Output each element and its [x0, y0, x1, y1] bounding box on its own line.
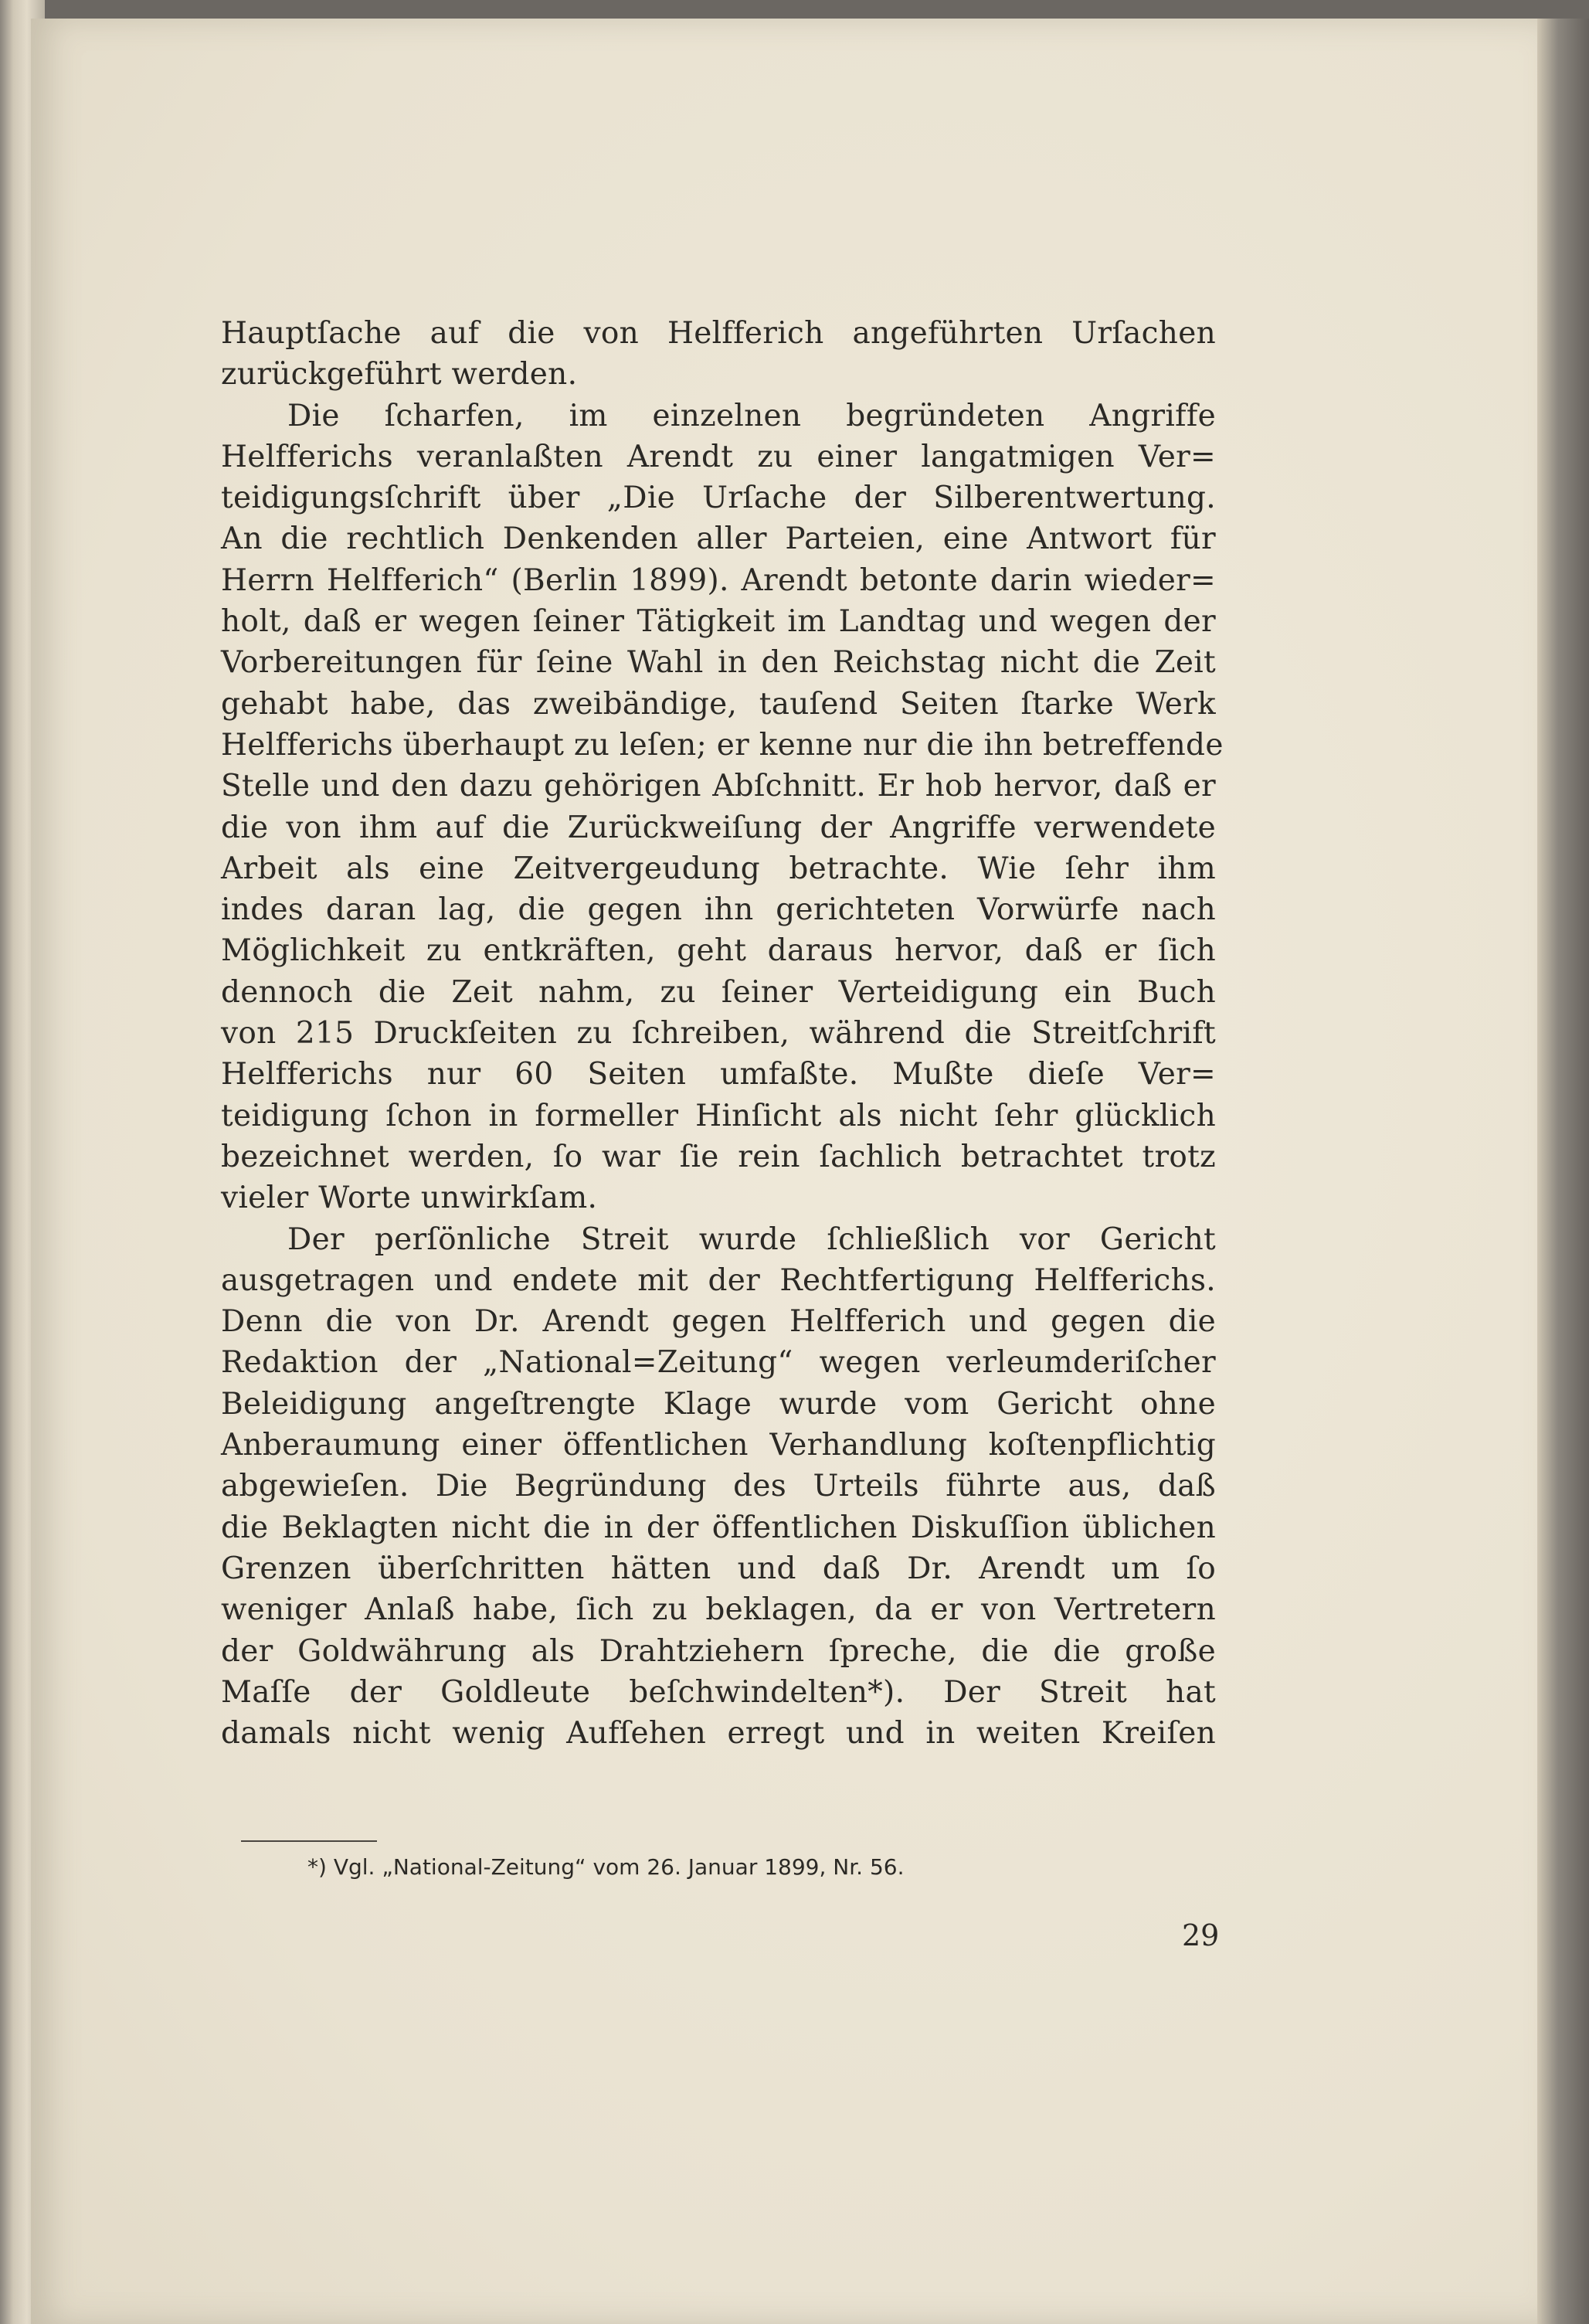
text-line: holt, daß er wegen ſeiner Tätigkeit im Landtag und wegen der	[221, 604, 1216, 640]
text-line: vieler Worte unwirkſam.	[221, 1181, 598, 1216]
text-line: teidigungsſchrift über „Die Urſache der Silberentwertung.	[221, 481, 1216, 516]
text-line: abgewieſen. Die Begründung des Urteils führte aus, daß	[221, 1469, 1216, 1504]
text-line: die Beklagten nicht die in der öffentlichen Diskuſſion üblichen	[221, 1510, 1216, 1545]
text-line: Die ſcharfen, im einzelnen begründeten Angriffe	[287, 398, 1216, 433]
text-line: Anberaumung einer öffentlichen Verhandlung koſtenpflichtig	[221, 1428, 1216, 1463]
text-line: Redaktion der „National=Zeitung“ wegen verleumderiſcher	[221, 1345, 1216, 1381]
text-line: An die rechtlich Denkenden aller Parteien, eine Antwort für	[221, 522, 1216, 557]
text-line: indes daran lag, die gegen ihn gerichteten Vorwürfe nach	[221, 892, 1216, 928]
text-line: Vorbereitungen für ſeine Wahl in den Reichstag nicht die Zeit	[221, 645, 1216, 681]
text-line: gehabt habe, das zweibändige, tauſend Seiten ſtarke Werk	[221, 686, 1216, 722]
text-line: bezeichnet werden, ſo war ſie rein ſachlich betrachtet trotz	[221, 1139, 1216, 1174]
text-line: Helfferichs veranlaßten Arendt zu einer langatmigen Ver=	[221, 439, 1216, 474]
text-line: Denn die von Dr. Arendt gegen Helfferich und gegen die	[221, 1304, 1216, 1340]
text-line: weniger Anlaß habe, ſich zu beklagen, da er von Vertretern	[221, 1592, 1216, 1628]
text-line: Arbeit als eine Zeitvergeudung betrachte. Wie ſehr ihm	[221, 851, 1216, 886]
text-line: damals nicht wenig Aufſehen erregt und in weiten Kreiſen	[221, 1716, 1216, 1751]
text-line: Hauptſache auf die von Helfferich angeführten Urſachen	[221, 316, 1216, 351]
text-line: Grenzen überſchritten hätten und daß Dr. Arendt um ſo	[221, 1551, 1216, 1586]
text-line: Herrn Helfferich“ (Berlin 1899). Arendt betonte darin wieder=	[221, 562, 1216, 598]
body-text	[221, 313, 1224, 1754]
text-line: Helfferichs überhaupt zu leſen; er kenne nur die ihn betreffende	[221, 727, 1224, 763]
text-line: ausgetragen und endete mit der Rechtfertigung Helfferichs.	[221, 1262, 1216, 1298]
text-line: dennoch die Zeit nahm, zu ſeiner Verteidigung ein Buch	[221, 974, 1216, 1010]
footnote: *) Vgl. „National-Zeitung“ vom 26. Januar 1899, Nr. 56.	[307, 1854, 905, 1880]
page-edge-shadow	[1537, 19, 1589, 2324]
text-line: Stelle und den dazu gehörigen Abſchnitt. Er hob hervor, daß er	[221, 769, 1216, 804]
text-line: Maſſe der Goldleute beſchwindelten*). Der Streit hat	[221, 1674, 1216, 1710]
text-line: von 215 Druckſeiten zu ſchreiben, während die Streitſchrift	[221, 1016, 1216, 1052]
page-number: 29	[1182, 1918, 1220, 1952]
footnote-rule	[241, 1840, 377, 1842]
text-line: Der perſönliche Streit wurde ſchließlich vor Gericht	[287, 1221, 1216, 1257]
text-line: teidigung ſchon in formeller Hinſicht als nicht ſehr glücklich	[221, 1098, 1216, 1133]
text-line: Möglichkeit zu entkräften, geht daraus hervor, daß er ſich	[221, 933, 1216, 969]
text-line: Helfferichs nur 60 Seiten umfaßte. Mußte dieſe Ver=	[221, 1057, 1216, 1092]
text-line: Beleidigung angeſtrengte Klage wurde vom Gericht ohne	[221, 1386, 1216, 1422]
text-line: der Goldwährung als Drahtziehern ſpreche, die die große	[221, 1633, 1216, 1669]
text-line: die von ihm auf die Zurückweiſung der Angriffe verwendete	[221, 810, 1216, 845]
text-line: zurückgeführt werden.	[221, 357, 578, 392]
